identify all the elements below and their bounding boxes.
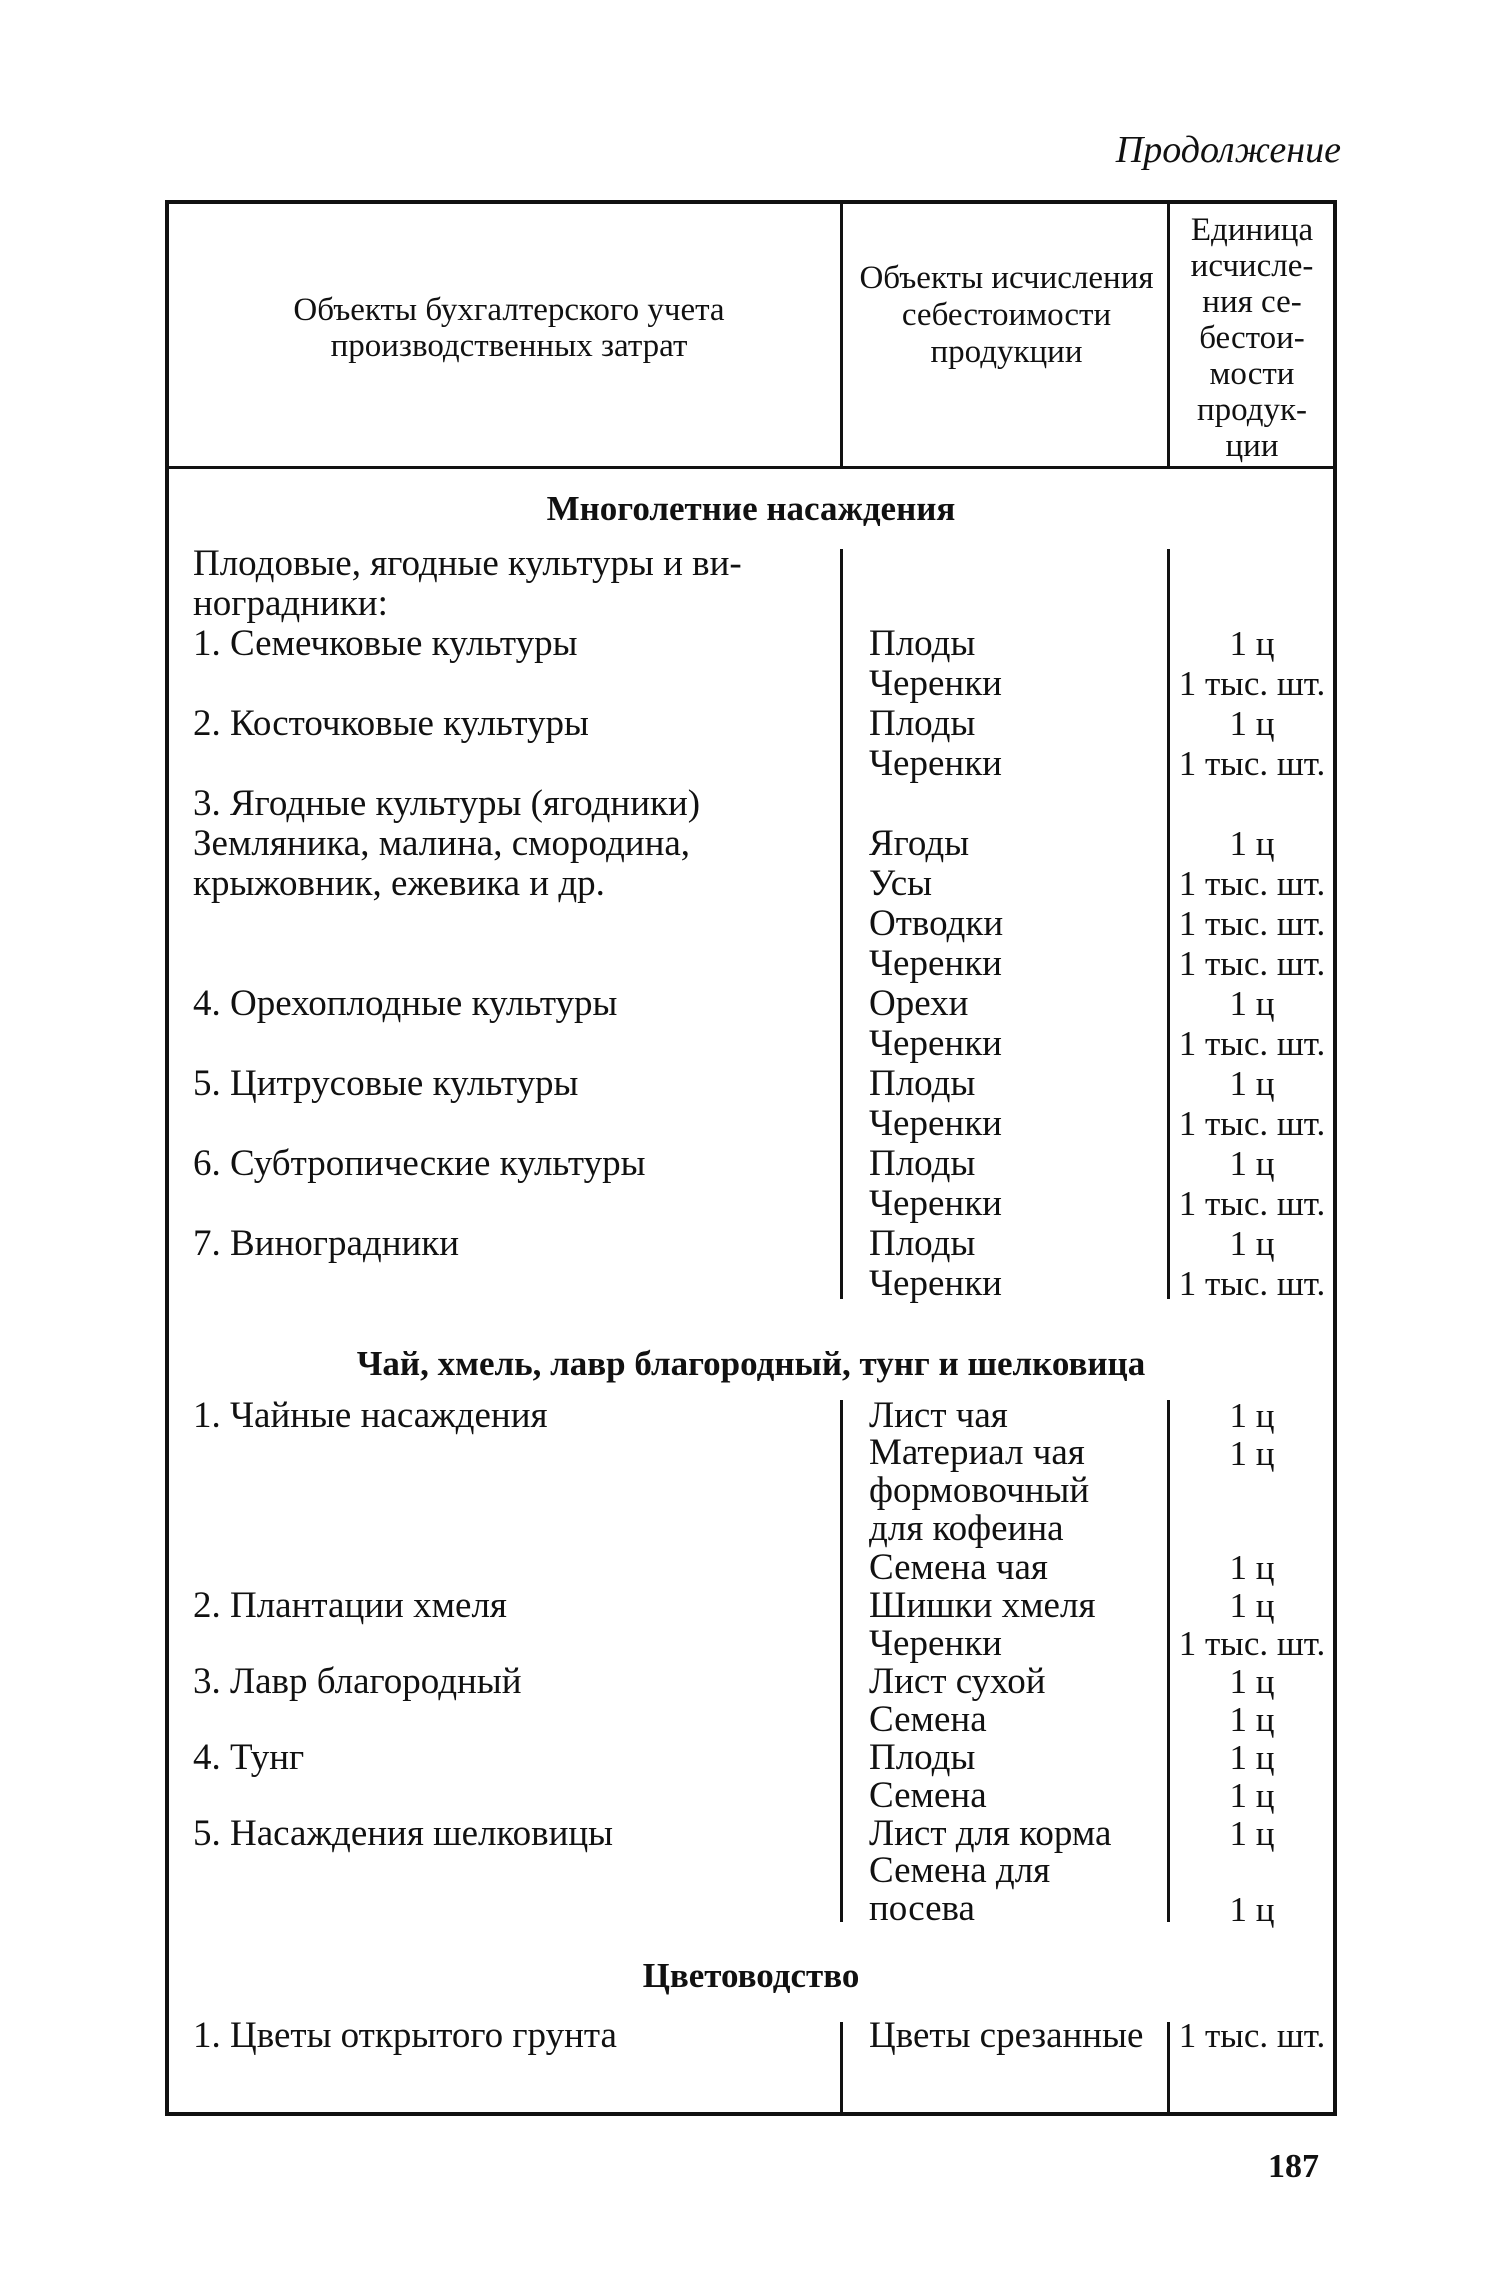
unit-cell: 1 ц (1229, 1434, 1275, 1473)
unit-cell: 1 ц (1229, 1776, 1275, 1815)
product-cell: Ягоды (869, 823, 970, 864)
unit-cell: 1 ц (1229, 1224, 1275, 1263)
section-intro-line: ноградники: (193, 583, 388, 624)
page-number: 187 (1268, 2148, 1319, 2185)
unit-cell: 1 тыс. шт. (1178, 1624, 1326, 1663)
unit-cell: 1 тыс. шт. (1178, 864, 1326, 903)
row-sublabel: крыжовник, ежевика и др. (193, 863, 605, 904)
unit-cell: 1 ц (1229, 1814, 1275, 1853)
product-cell: Черенки (869, 943, 1002, 984)
row-label: 7. Виноградники (193, 1223, 460, 1264)
product-cell: Черенки (869, 743, 1002, 784)
section-title-tea-hops: Чай, хмель, лавр благородный, тунг и шелковица (356, 1344, 1146, 1383)
unit-cell: 1 ц (1229, 984, 1275, 1023)
col-divider-s1-b (1167, 549, 1170, 1299)
product-cell: Черенки (869, 663, 1002, 704)
unit-cell: 1 ц (1229, 824, 1275, 863)
cost-objects-table (165, 200, 1337, 2116)
product-cell: Цветы срезанные (869, 2015, 1144, 2056)
row-label: 2. Косточковые культуры (193, 703, 589, 744)
unit-cell: 1 ц (1229, 1064, 1275, 1103)
col-divider-s3-b (1167, 2022, 1170, 2116)
col-divider-s1-a (840, 549, 843, 1299)
product-cell: Черенки (869, 1623, 1002, 1664)
header-col3: Единица исчисле-ния се-бестои-мости продук-ции (1190, 212, 1314, 464)
header-col-divider-1 (840, 204, 843, 466)
product-cell: Плоды (869, 703, 976, 744)
product-cell: Материал чая формовочный для кофеина (869, 1432, 1090, 1549)
product-cell: Орехи (869, 983, 969, 1024)
row-label: 5. Цитрусовые культуры (193, 1063, 579, 1104)
product-cell: Лист сухой (869, 1661, 1046, 1702)
product-cell: Черенки (869, 1263, 1002, 1304)
product-cell: Шишки хмеля (869, 1585, 1096, 1626)
product-cell: Лист для корма (869, 1813, 1112, 1854)
section-title-perennial: Многолетние насаждения (546, 489, 956, 528)
product-cell: Плоды (869, 1143, 976, 1184)
unit-cell: 1 ц (1229, 1144, 1275, 1183)
header-col-divider-2 (1167, 204, 1170, 466)
row-label: 1. Цветы открытого грунта (193, 2015, 617, 2056)
row-label: 3. Ягодные культуры (ягодники) (193, 783, 701, 824)
continuation-label: Продолжение (1115, 129, 1341, 171)
product-cell: Плоды (869, 1223, 976, 1264)
unit-cell: 1 ц (1229, 1700, 1275, 1739)
unit-cell: 1 тыс. шт. (1178, 1024, 1326, 1063)
unit-cell: 1 тыс. шт. (1178, 744, 1326, 783)
row-sublabel: Земляника, малина, смородина, (193, 823, 691, 864)
product-cell: Плоды (869, 623, 976, 664)
product-cell: Усы (869, 863, 933, 904)
col-divider-s3-a (840, 2022, 843, 2116)
section-title-floriculture: Цветоводство (642, 1956, 860, 1995)
product-cell: Черенки (869, 1183, 1002, 1224)
unit-cell: 1 тыс. шт. (1178, 664, 1326, 703)
product-cell: Черенки (869, 1023, 1002, 1064)
row-label: 2. Плантации хмеля (193, 1585, 507, 1626)
unit-cell: 1 ц (1229, 1890, 1275, 1929)
unit-cell: 1 ц (1229, 624, 1275, 663)
product-cell: Плоды (869, 1737, 976, 1778)
unit-cell: 1 ц (1229, 1662, 1275, 1701)
product-cell: Семена (869, 1699, 987, 1740)
product-cell: Черенки (869, 1103, 1002, 1144)
product-cell: Семена для посева (869, 1850, 1051, 1929)
unit-cell: 1 ц (1229, 1548, 1275, 1587)
row-label: 3. Лавр благородный (193, 1661, 522, 1702)
unit-cell: 1 ц (1229, 704, 1275, 743)
unit-cell: 1 ц (1229, 1396, 1275, 1435)
product-cell: Плоды (869, 1063, 976, 1104)
unit-cell: 1 тыс. шт. (1178, 1184, 1326, 1223)
row-label: 1. Чайные насаждения (193, 1395, 548, 1436)
unit-cell: 1 ц (1229, 1586, 1275, 1625)
product-cell: Семена (869, 1775, 987, 1816)
unit-cell: 1 тыс. шт. (1178, 944, 1326, 983)
product-cell: Отводки (869, 903, 1004, 944)
section-intro-line: Плодовые, ягодные культуры и ви- (193, 543, 742, 584)
header-divider (169, 466, 1333, 469)
row-label: 4. Орехоплодные культуры (193, 983, 618, 1024)
header-col1: Объекты бухгалтерского учета производственных затрат (293, 292, 725, 364)
col-divider-s2-b (1167, 1400, 1170, 1922)
col-divider-s2-a (840, 1400, 843, 1922)
product-cell: Лист чая (869, 1395, 1008, 1436)
unit-cell: 1 ц (1229, 1738, 1275, 1777)
unit-cell: 1 тыс. шт. (1178, 1264, 1326, 1303)
row-label: 6. Субтропические культуры (193, 1143, 646, 1184)
row-label: 4. Тунг (193, 1737, 305, 1778)
row-label: 5. Насаждения шелковицы (193, 1813, 614, 1854)
unit-cell: 1 тыс. шт. (1178, 2016, 1326, 2055)
unit-cell: 1 тыс. шт. (1178, 904, 1326, 943)
product-cell: Семена чая (869, 1547, 1048, 1588)
unit-cell: 1 тыс. шт. (1178, 1104, 1326, 1143)
header-col2: Объекты исчисления себестоимости продукции (859, 260, 1154, 370)
row-label: 1. Семечковые культуры (193, 623, 578, 664)
